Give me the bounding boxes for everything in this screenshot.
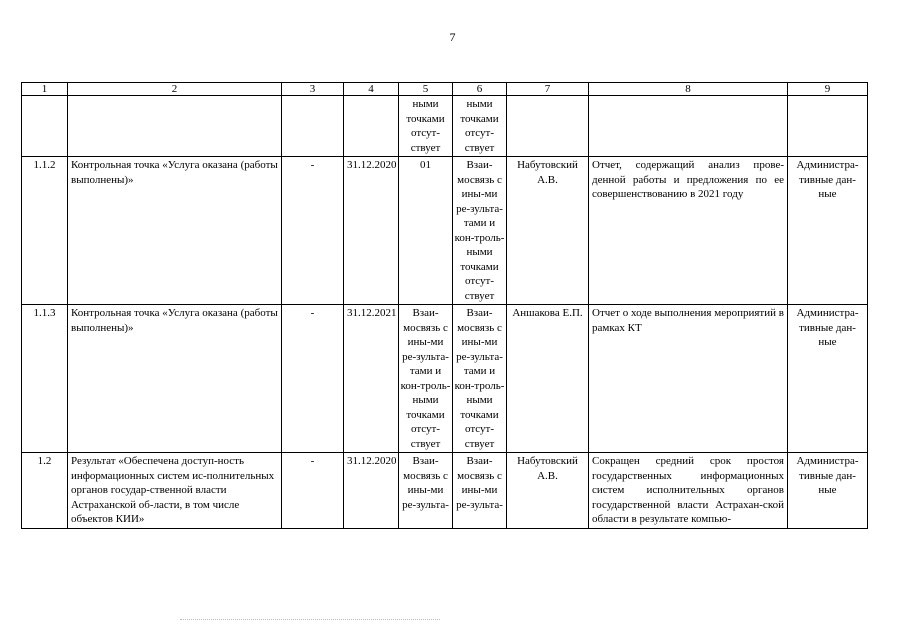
- header-cell: 6: [453, 83, 507, 96]
- row-col6: Взаи-мосвязь с ины-ми ре-зульта-: [453, 453, 507, 529]
- header-cell: 1: [22, 83, 68, 96]
- table-row: [22, 453, 868, 529]
- row-date: 31.12.2021: [344, 305, 399, 453]
- row-col3: -: [282, 305, 344, 453]
- relation-cell: ными точками отсут-ствует: [399, 96, 453, 157]
- row-title: Результат «Обеспечена доступ-ность информационных систем ис-полнительных органов государ-ственной власти Астраханской об-ласти, в том числе объектов КИИ»: [68, 453, 282, 529]
- row-responsible: Набутовский А.В.: [507, 453, 589, 529]
- row-col6: Взаи-мосвязь с ины-ми ре-зульта-тами и кон-троль-ными точками отсут-ствует: [453, 157, 507, 305]
- table-row: [22, 157, 868, 305]
- row-col6: Взаи-мосвязь с ины-ми ре-зульта-тами и кон-троль-ными точками отсут-ствует: [453, 305, 507, 453]
- row-number: 1.2: [22, 453, 68, 529]
- row-title: Контрольная точка «Услуга оказана (работы выполнены)»: [68, 305, 282, 453]
- header-cell: 2: [68, 83, 282, 96]
- table-row: [22, 96, 868, 157]
- header-cell: 9: [788, 83, 868, 96]
- row-document: Сокращен средний срок простоя государственных информационных систем исполнительных органов государственной власти Астрахан-ской области в результате компью-: [589, 453, 788, 529]
- row-col5: Взаи-мосвязь с ины-ми ре-зульта-тами и кон-троль-ными точками отсут-ствует: [399, 305, 453, 453]
- row-col5: 01: [399, 157, 453, 305]
- header-row: [22, 83, 868, 96]
- table-row: [22, 305, 868, 453]
- row-document: Отчет, содержащий анализ прове-денной работы и предложения по ее совершенствованию в 2021 году: [589, 157, 788, 305]
- row-col5: Взаи-мосвязь с ины-ми ре-зульта-: [399, 453, 453, 529]
- row-date: 31.12.2020: [344, 453, 399, 529]
- header-cell: 7: [507, 83, 589, 96]
- row-responsible: Аншакова Е.П.: [507, 305, 589, 453]
- relation-cell: ными точками отсут-ствует: [453, 96, 507, 157]
- row-col3: -: [282, 157, 344, 305]
- header-cell: 3: [282, 83, 344, 96]
- row-number: 1.1.2: [22, 157, 68, 305]
- row-responsible: Набутовский А.В.: [507, 157, 589, 305]
- page-number: 7: [449, 30, 456, 44]
- row-source: Администра-тивные дан-ные: [788, 453, 868, 529]
- header-cell: 5: [399, 83, 453, 96]
- header-cell: 8: [589, 83, 788, 96]
- row-col3: -: [282, 453, 344, 529]
- row-date: 31.12.2020: [344, 157, 399, 305]
- row-source: Администра-тивные дан-ные: [788, 305, 868, 453]
- scan-artifact-line: [180, 619, 440, 620]
- row-number: 1.1.3: [22, 305, 68, 453]
- row-title: Контрольная точка «Услуга оказана (работы выполнены)»: [68, 157, 282, 305]
- header-cell: 4: [344, 83, 399, 96]
- row-document: Отчет о ходе выполнения мероприятий в рамках КТ: [589, 305, 788, 453]
- row-source: Администра-тивные дан-ные: [788, 157, 868, 305]
- plan-table: [21, 82, 868, 529]
